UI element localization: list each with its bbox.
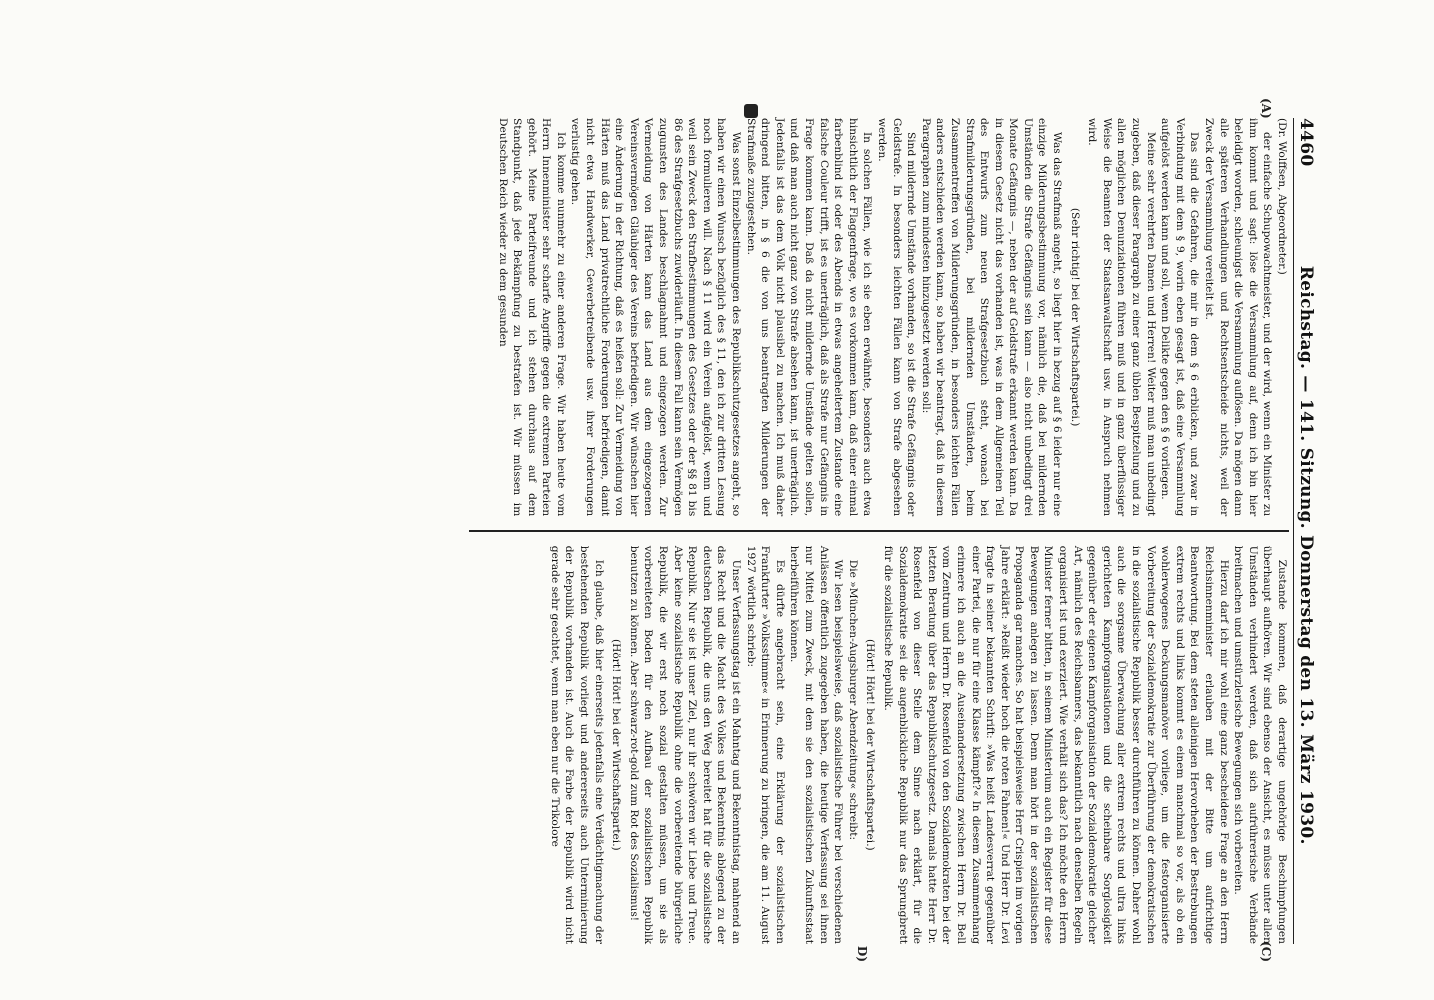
text-columns bbox=[469, 98, 1289, 962]
page-header bbox=[1293, 118, 1316, 944]
right-column bbox=[469, 545, 1289, 962]
paragraph: Ich glaube, daß hier einerseits jedenfalls eine Verdächtigmachung der bestehenden Republik vorliegt und andererseits auch Unterminierung der Republik vorhanden ist. Auch die Farbe der Republik wird nicht gerade sehr geachtet, wenn man eben nur die Trikolore bbox=[548, 545, 605, 944]
margin-marker-d: D) bbox=[855, 945, 869, 962]
paragraph: Es dürfte angebracht sein, eine Erklärung der sozialistischen Frankfurter »Volksstimme« in Erinnerung zu bringen, die am 11. August 1927 wörtlich schrieb: bbox=[744, 545, 786, 944]
paragraph: Was das Strafmaß angeht, so liegt hier in bezug auf § 6 leider nur eine einzige Milderungsbestimmung vor, nämlich die, daß bei mildernden Umständen die Strafe Gefängnis sein kann — also nicht unbedingt drei Monate Gefängnis —, neben der auf Geldstrafe erkannt werden kann. Da in diesem Gesetz nicht das vorhanden ist, was in dem Allgemeinen Teil des Entwurfs zum neuen Strafgesetzbuch steht, wonach bei Strafmilderungsgründen, bei mildernden Umständen, beim Zusammentreffen von Milderungsgründen, in besonders leichten Fällen anders entschieden werden kann, so haben wir beantragt, daß in diesem Paragraphen zum mindesten hinzugesetzt werden soll: bbox=[919, 118, 1064, 517]
paragraph: (Dr. Wolffsen, Abgeordneter.) bbox=[1276, 118, 1288, 275]
paragraph: der einfache Schupowachtmeister, und der wird, wenn ein Minister zu ihm kommt und sagt: löse die Versammlung auf, denn ich bin hier beleidigt worden, schleunigst die Versammlung auflösen. Da mögen dann alle späteren Verhandlungen und Rechtsentscheide nichts, weil der Zweck der Versammlung vereitelt ist. bbox=[1203, 118, 1274, 517]
paragraph: In solchen Fällen, wie ich sie eben erwähnte, besonders auch etwa hinsichtlich der Flaggenfrage, wo es vorkommen kann, daß einer einmal farbenblind ist oder des Abends in etwas angeheitertem Zustande eine falsche Couleur trifft, ist es unerträglich, daß als Strafe nur Gefängnis in Frage kommen kann. Daß da nicht mildernde Umstände gelten sollen, und daß man auch nicht ganz von Strafe absehen kann, ist unerträglich. Jedenfalls ist das dem Volk nicht plausibel zu machen. Ich muß daher dringend bitten, in § 6 die von uns beantragten Milderungen der Strafmaße zuzugestehen. bbox=[744, 118, 874, 517]
margin-marker-c: (C) bbox=[1259, 941, 1273, 962]
margin-ornament bbox=[744, 104, 758, 118]
paragraph: Das sind die Gefahren, die mir in dem § 6 erblicken, und zwar in Verbindung mit dem § 9, worin eben gesagt ist, daß eine Versammlung aufgelöst werden kann und soll, wenn Delikte gegen den § 6 vorliegen. bbox=[1159, 118, 1201, 517]
paragraph: Hierzu darf ich mir wohl eine ganz bescheidene Frage an den Herrn Reichsinnenminister erlauben mit der Bitte um aufrichtige Beantwortung. Bei dem steten alleinigen Hervorheben der Bestrebungen extrem rechts und links kommt es einem manchmal so vor, als ob ein wohlerwogenes Deckungsmanöver vorliege, um die festorganisierte Vorbereitung der Sozialdemokratie zur Überführung der demokratischen in die sozialistische Republik besser durchführen zu können. Daher wohl auch die sorgsame Überwachung aller extrem rechts und ultra links gerichteten Kampforganisationen und die scheinbare Sorglosigkeit gegenüber der eigenen Kampforganisation der Sozialdemokratie gleicher Art, nämlich des Reichsbanners, das bekanntlich nach denselben Regeln organisiert ist und exerziert. Wie verhält sich das? Ich möchte den Herrn Minister ferner bitten, in seinem Ministerium auch ein Register für diese Bewegungen anlegen zu lassen. Denn man hört in der sozialistischen Propaganda gar manches. So hat beispielsweise Herr Crispien im vorigen Jahre erklärt: »Reißt wieder hoch die roten Fahnen!« Und Herr Dr. Levi fragte in seiner bekannten Schrift: »Was heißt Landesverrat gegenüber einer Partei, die nur für eine Klasse kämpft?« In diesem Zusammenhang erinnere ich auch an die Auseinandersetzung zwischen Herrn Dr. Bell vom Zentrum und Herrn Dr. Rosenfeld von den Sozialdemokraten bei der letzten Beratung über das Republikschutzgesetz. Damals hatte Herr Dr. Rosenfeld von dieser Stelle dem Sinne nach erklärt, für die Sozialdemokratie sei die augenblickliche Republik nur das Sprungbrett für die sozialistische Republik. bbox=[881, 545, 1230, 944]
paragraph: (Hört! Hört! bei der Wirtschaftspartei.) bbox=[864, 639, 877, 851]
paragraph: Ich komme nunmehr zu einer anderen Frage. Wir haben heute vom Herrn Innenminister sehr scharfe Angriffe gegen die extremen Parteien gehört. Meine Parteifreunde und ich stehen durchaus auf dem Standpunkt, daß jede Bekämpfung zu bestrafen ist. Wir müssen im Deutschen Reich wieder zu dem gesunden bbox=[496, 118, 567, 517]
paragraph: Meine sehr verehrten Damen und Herren! Weiter muß man unbedingt zugeben, daß dieser Paragraph zu einer ganz üblen Bespitzelung und zu allen möglichen Denunziationen führen muß und in ganz überflüssiger Weise die Beamten der Staatsanwaltschaft usw. in Anspruch nehmen wird. bbox=[1086, 118, 1157, 517]
paragraph: (Sehr richtig! bei der Wirtschaftspartei.) bbox=[1068, 207, 1081, 427]
paragraph: Was sonst Einzelbestimmungen des Republikschutzgesetzes angeht, so haben wir einen Wunsch bezüglich des § 11, den ich zur dritten Lesung noch formulieren will. Nach § 11 wird ein Verein aufgelöst, wenn und weil sein Zweck den Strafbestimmungen des Gesetzes oder der §§ 81 bis 86 des Strafgesetzbuchs zuwiderläuft. In diesem Fall kann sein Vermögen zugunsten des Landes beschlagnahmt und eingezogen werden. Zur Vermeidung von Härten kann das Land aus dem eingezogenen Vereinsvermögen Gläubiger des Vereins befriedigen. Wir wünschen hier eine Änderung in der Richtung, daß es heißen soll: Zur Vermeidung von Härten muß das Land privatrechtliche Forderungen befriedigen, damit nicht etwa Handwerker, Gewerbetreibende usw. ihrer Forderungen verlustig gehen. bbox=[569, 118, 743, 517]
margin-marker-a: (A) bbox=[1259, 98, 1273, 119]
column-divider bbox=[469, 530, 1289, 532]
paragraph: Wir lesen beispielsweise, daß sozialistische Führer bei verschiedenen Anlässen öffentlich zugegeben haben, die heutige Verfassung sei ihnen nur Mittel zum Zweck, mit dem sie den sozialistischen Zukunftsstaat herbeiführen können. bbox=[788, 545, 845, 944]
page-number: 4460 bbox=[1296, 118, 1316, 167]
paragraph: Zustande kommen, daß derartige ungehörige Beschimpfungen überhaupt aufhören. Wir sind ebenso der Ansicht, es müsse unter allen Umständen verhindert werden, daß sich aufrührerische Verbände breitmachen und umstürzlerische Bewegungen sich vorbereiten. bbox=[1232, 545, 1288, 944]
paragraph: Sind mildernde Umstände vorhanden, so ist die Strafe Gefängnis oder Geldstrafe. In besonders leichten Fällen kann von Strafe abgesehen werden. bbox=[875, 118, 918, 517]
paragraph: (Hört! Hört! bei der Wirtschaftspartei.) bbox=[610, 639, 623, 851]
page-title: Reichstag. — 141. Sitzung. Donnerstag den 13. März 1930. bbox=[1296, 265, 1316, 845]
paragraph: Die »München-Augsburger Abendzeitung« schreibt: bbox=[846, 559, 859, 841]
paragraph: Unser Verfassungstag ist ein Mahntag und Bekenntnistag, mahnend an das Recht und die Macht des Volkes und Bekenntnis ablegend zu der deutschen Republik, die uns den Weg bereitet hat für die sozialistische Republik. Nur sie ist unser Ziel, nur ihr schwören wir Liebe und Treue. Aber keine sozialistische Republik ohne die vorbereitende bürgerliche Republik, die wir erst noch sozial gestalten müssen, um sie als vorbereiteten Boden für den Aufbau der sozialistischen Republik benutzen zu können. Aber schwarz-rot-gold zum Rot des Sozialismus! bbox=[627, 545, 743, 944]
left-column bbox=[469, 98, 1289, 517]
